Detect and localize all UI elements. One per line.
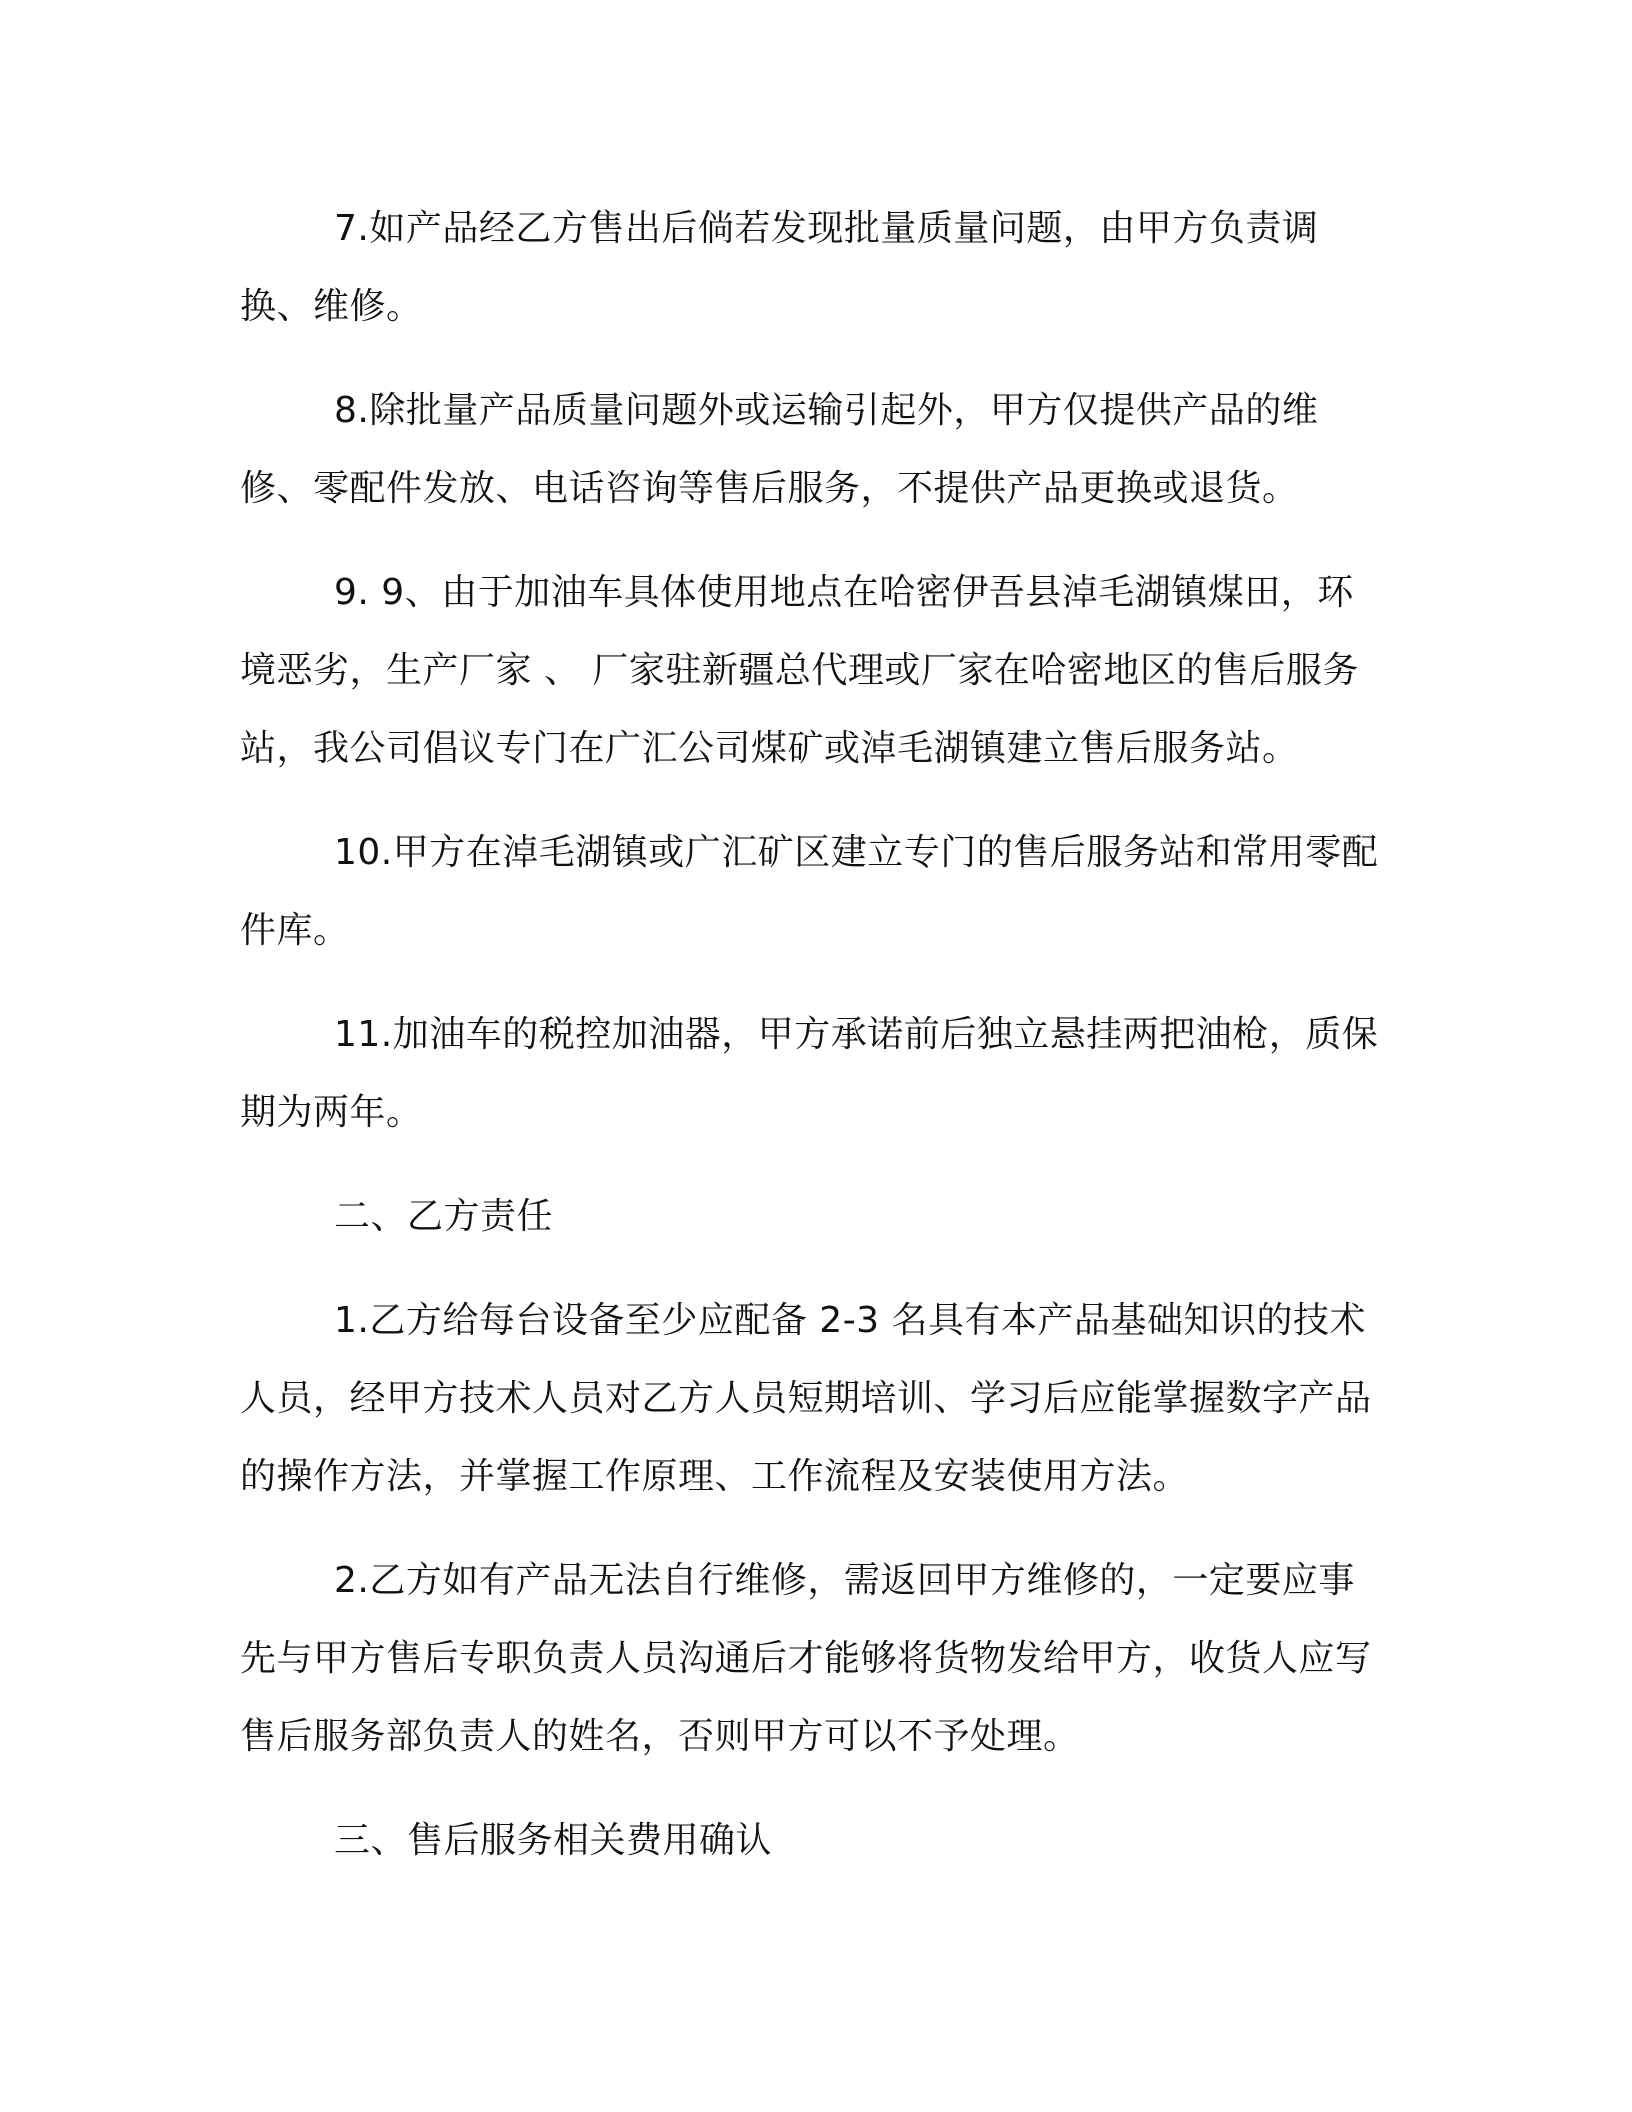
party-b-clause-1: 1.乙方给每台设备至少应配备 2-3 名具有本产品基础知识的技术人员，经甲方技术人员对乙方人员短期培训、学习后应能掌握数字产品的操作方法，并掌握工作原理、工作流程及安装使用方法。 <box>240 1300 1372 1497</box>
clause-9: 9. 9、由于加油车具体使用地点在哈密伊吾县淖毛湖镇煤田，环境恶劣，生产厂家 、 厂家驻新疆总代理或厂家在哈密地区的售后服务站，我公司倡议专门在广汇公司煤矿或淖毛湖镇建立售后服务站。 <box>240 572 1359 769</box>
clause-11: 11.加油车的税控加油器，甲方承诺前后独立悬挂两把油枪，质保期为两年。 <box>240 1014 1379 1133</box>
clause-8: 8.除批量产品质量问题外或运输引起外，甲方仅提供产品的维修、零配件发放、电话咨询等售后服务，不提供产品更换或退货。 <box>240 390 1319 509</box>
document-body <box>240 190 1390 1880</box>
clause-7: 7.如产品经乙方售出后倘若发现批量质量问题，由甲方负责调换、维修。 <box>240 208 1319 327</box>
section-heading-service-fees: 三、售后服务相关费用确认 <box>334 1820 773 1861</box>
party-b-clause-2: 2.乙方如有产品无法自行维修，需返回甲方维修的，一定要应事先与甲方售后专职负责人员沟通后才能够将货物发给甲方，收货人应写售后服务部负责人的姓名，否则甲方可以不予处理。 <box>240 1560 1372 1757</box>
clause-10: 10.甲方在淖毛湖镇或广汇矿区建立专门的售后服务站和常用零配件库。 <box>240 832 1379 951</box>
section-heading-party-b: 二、乙方责任 <box>334 1196 554 1237</box>
